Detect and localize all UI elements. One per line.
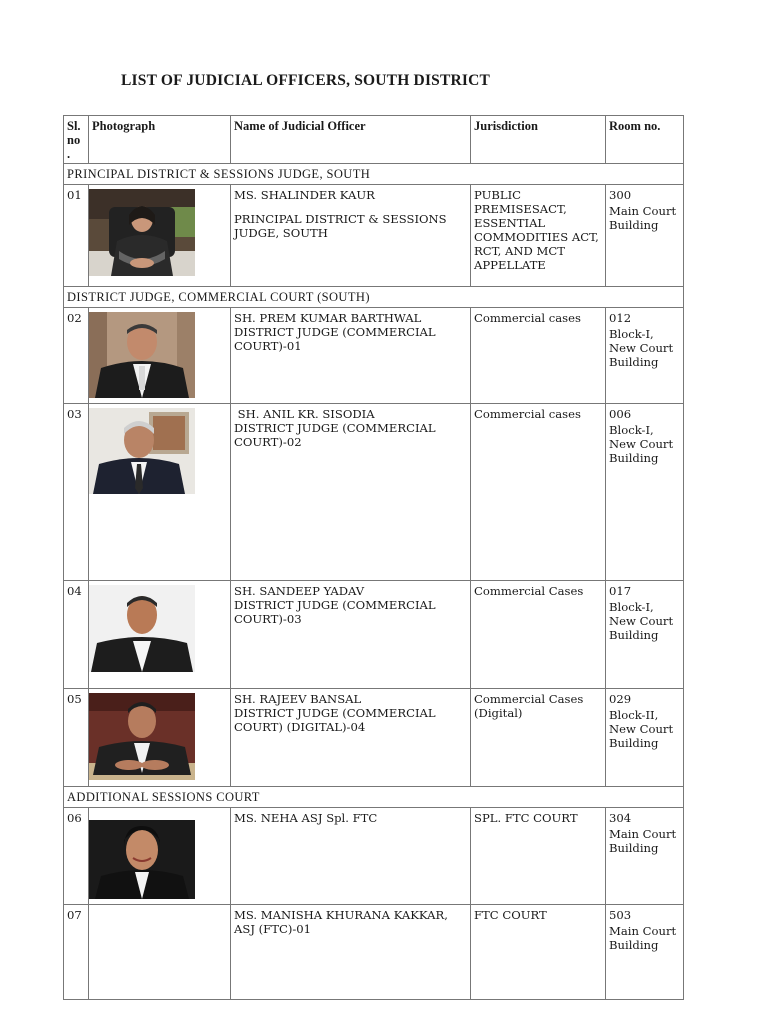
row-jurisdiction: Commercial cases [471, 404, 606, 581]
officer-photo [89, 585, 195, 672]
row-name-cell [231, 404, 471, 581]
section-title: DISTRICT JUDGE, COMMERCIAL COURT (SOUTH) [64, 287, 684, 308]
row-name-cell [231, 689, 471, 787]
row-jurisdiction: Commercial Cases (Digital) [471, 689, 606, 787]
row-photo-cell [89, 689, 231, 787]
row-sl-no: 06 [64, 808, 89, 905]
officer-name: SH. RAJEEV BANSAL [234, 692, 362, 706]
header-sl-no: Sl. no . [64, 116, 89, 164]
row-photo-cell [89, 581, 231, 689]
officer-designation: PRINCIPAL DISTRICT & SESSIONS JUDGE, SOUTH [234, 212, 447, 240]
officer-name: SH. ANIL KR. SISODIA [234, 407, 375, 421]
room-location: Block-II, New Court Building [609, 708, 674, 750]
row-photo-cell [89, 808, 231, 905]
row-jurisdiction: PUBLIC PREMISESACT, ESSENTIAL COMMODITIES ACT, RCT, AND MCT APPELLATE [471, 185, 606, 287]
room-number: 012 [609, 311, 632, 325]
section-title: PRINCIPAL DISTRICT & SESSIONS JUDGE, SOUTH [64, 164, 684, 185]
room-location: Main Court Building [609, 827, 677, 855]
officer-name: MS. NEHA ASJ Spl. FTC [234, 811, 378, 825]
officer-name: MS. SHALINDER KAUR [234, 188, 375, 202]
row-sl-no: 04 [64, 581, 89, 689]
row-photo-cell [89, 905, 231, 1000]
row-photo-cell [89, 308, 231, 404]
officer-designation: DISTRICT JUDGE (COMMERCIAL COURT)-03 [234, 598, 436, 626]
row-sl-no: 07 [64, 905, 89, 1000]
row-sl-no: 05 [64, 689, 89, 787]
section-row-principal [64, 164, 684, 185]
room-location: Block-I, New Court Building [609, 423, 674, 465]
room-location: Main Court Building [609, 204, 677, 232]
room-number: 017 [609, 584, 632, 598]
page-title: LIST OF JUDICIAL OFFICERS, SOUTH DISTRICT [121, 72, 491, 89]
section-row-additional [64, 787, 684, 808]
table-row [64, 689, 684, 787]
officer-name: SH. PREM KUMAR BARTHWAL [234, 311, 422, 325]
row-room-cell [606, 581, 684, 689]
officer-photo [89, 812, 195, 899]
row-sl-no: 01 [64, 185, 89, 287]
table-row [64, 404, 684, 581]
officer-name: MS. MANISHA KHURANA KAKKAR, ASJ (FTC)-01 [234, 908, 448, 936]
room-number: 503 [609, 908, 632, 922]
row-jurisdiction: FTC COURT [471, 905, 606, 1000]
section-title: ADDITIONAL SESSIONS COURT [64, 787, 684, 808]
officer-designation: DISTRICT JUDGE (COMMERCIAL COURT)-01 [234, 325, 436, 353]
room-number: 300 [609, 188, 632, 202]
room-location: Block-I, New Court Building [609, 600, 674, 642]
row-name-cell [231, 905, 471, 1000]
table-row [64, 581, 684, 689]
header-photograph: Photograph [89, 116, 231, 164]
section-row-commercial [64, 287, 684, 308]
row-jurisdiction: Commercial Cases [471, 581, 606, 689]
room-number: 029 [609, 692, 632, 706]
row-name-cell [231, 308, 471, 404]
row-room-cell [606, 404, 684, 581]
row-name-cell [231, 185, 471, 287]
officer-designation: DISTRICT JUDGE (COMMERCIAL COURT) (DIGITAL)-04 [234, 706, 436, 734]
table-row [64, 308, 684, 404]
row-room-cell [606, 905, 684, 1000]
row-name-cell [231, 808, 471, 905]
row-jurisdiction: SPL. FTC COURT [471, 808, 606, 905]
row-room-cell [606, 308, 684, 404]
table-row [64, 808, 684, 905]
officer-photo [89, 189, 195, 276]
header-room-no: Room no. [606, 116, 684, 164]
officer-photo [89, 693, 195, 780]
row-room-cell [606, 185, 684, 287]
officer-name: SH. SANDEEP YADAV [234, 584, 365, 598]
room-location: Block-I, New Court Building [609, 327, 674, 369]
row-room-cell [606, 808, 684, 905]
row-name-cell [231, 581, 471, 689]
officer-photo [89, 312, 195, 398]
table-row [64, 905, 684, 1000]
row-sl-no: 03 [64, 404, 89, 581]
officer-designation: DISTRICT JUDGE (COMMERCIAL COURT)-02 [234, 421, 436, 449]
row-photo-cell [89, 185, 231, 287]
row-sl-no: 02 [64, 308, 89, 404]
row-room-cell [606, 689, 684, 787]
table-row [64, 185, 684, 287]
header-name: Name of Judicial Officer [231, 116, 471, 164]
officers-table [63, 115, 684, 1000]
room-location: Main Court Building [609, 924, 677, 952]
room-number: 304 [609, 811, 632, 825]
row-jurisdiction: Commercial cases [471, 308, 606, 404]
row-photo-cell [89, 404, 231, 581]
table-header-row [64, 116, 684, 164]
header-jurisdiction: Jurisdiction [471, 116, 606, 164]
room-number: 006 [609, 407, 632, 421]
officer-photo [89, 408, 195, 494]
